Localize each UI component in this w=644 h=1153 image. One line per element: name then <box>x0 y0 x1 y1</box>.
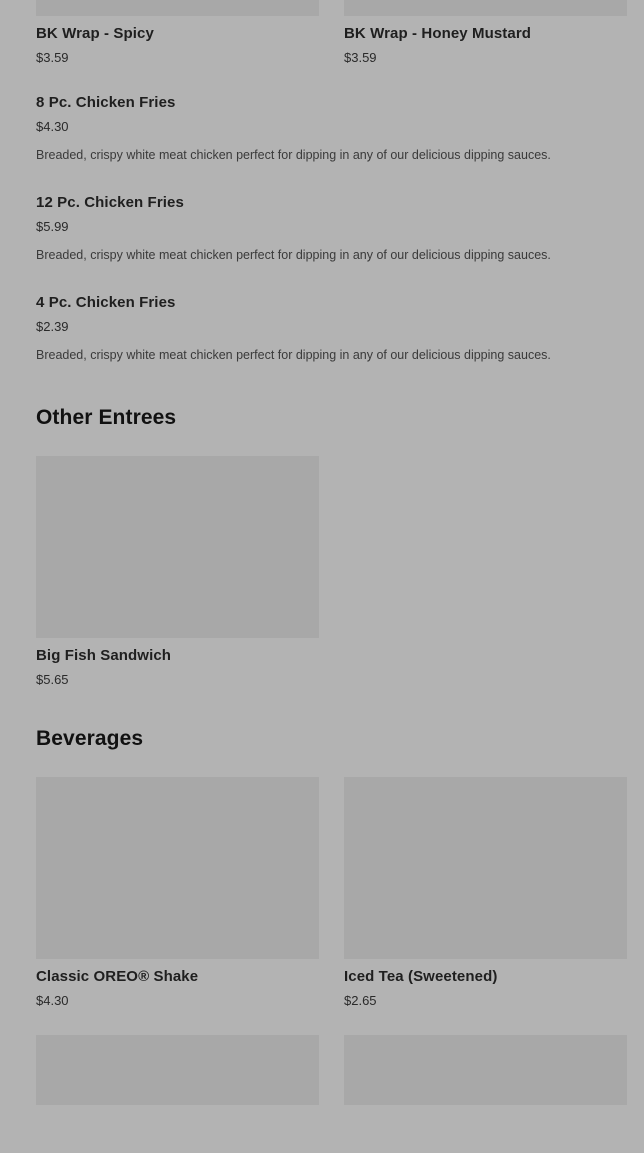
menu-item-card[interactable] <box>36 1035 319 1105</box>
item-image[interactable] <box>36 456 319 638</box>
menu-item-card[interactable] <box>36 194 608 266</box>
item-title: 8 Pc. Chicken Fries <box>36 93 176 111</box>
section-heading-other-entrees: Other Entrees <box>36 405 177 429</box>
item-title: 12 Pc. Chicken Fries <box>36 193 184 211</box>
item-description: Breaded, crispy white meat chicken perfect for dipping in any of our delicious dipping sauces. <box>36 348 551 363</box>
item-image[interactable] <box>36 1035 319 1105</box>
menu-row-top <box>36 0 608 66</box>
item-title: Iced Tea (Sweetened) <box>344 968 498 986</box>
menu-row-beverages <box>36 777 608 1009</box>
menu-item-card[interactable] <box>344 1035 627 1105</box>
item-image[interactable] <box>344 777 627 959</box>
menu-item-card[interactable] <box>344 777 627 1009</box>
menu-item-card[interactable] <box>36 0 319 66</box>
menu-item-card[interactable] <box>36 456 319 688</box>
item-title: BK Wrap - Spicy <box>36 25 154 42</box>
item-price: $3.59 <box>344 50 377 65</box>
item-price: $2.65 <box>344 993 377 1009</box>
item-price: $2.39 <box>36 318 69 334</box>
item-title: Classic OREO® Shake <box>36 968 199 986</box>
item-image[interactable] <box>36 0 319 16</box>
section-heading-beverages: Beverages <box>36 727 144 751</box>
item-price: $5.99 <box>36 218 69 234</box>
menu-item-card[interactable] <box>36 777 319 1009</box>
item-description: Breaded, crispy white meat chicken perfect for dipping in any of our delicious dipping sauces. <box>36 148 551 163</box>
menu-row-beverages-next <box>36 1035 608 1105</box>
item-price: $5.65 <box>36 671 69 687</box>
item-title: BK Wrap - Honey Mustard <box>344 25 532 42</box>
item-image[interactable] <box>344 1035 627 1105</box>
item-image[interactable] <box>36 777 319 959</box>
menu-item-card[interactable] <box>344 0 627 66</box>
item-price: $4.30 <box>36 118 69 134</box>
item-description: Breaded, crispy white meat chicken perfect for dipping in any of our delicious dipping sauces. <box>36 248 551 263</box>
menu-item-card[interactable] <box>36 294 608 366</box>
item-price: $4.30 <box>36 993 69 1009</box>
item-image[interactable] <box>344 0 627 16</box>
menu-row-other-entrees <box>36 456 608 688</box>
item-title: 4 Pc. Chicken Fries <box>36 293 176 311</box>
item-price: $3.59 <box>36 50 69 65</box>
menu-item-card[interactable] <box>36 94 608 166</box>
item-title: Big Fish Sandwich <box>36 646 172 664</box>
